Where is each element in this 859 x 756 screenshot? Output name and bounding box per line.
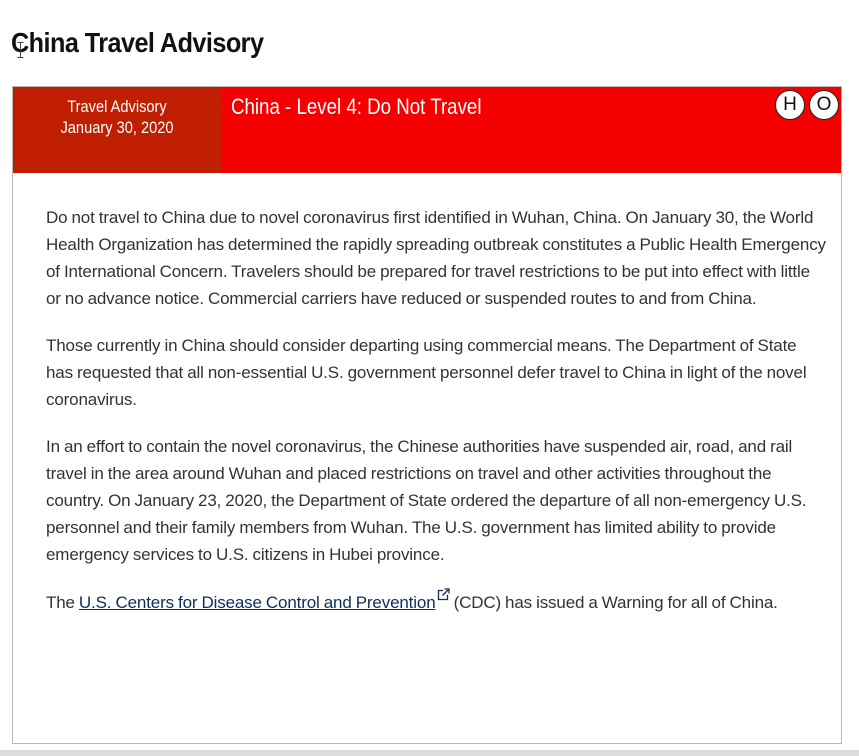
cdc-link[interactable]: U.S. Centers for Disease Control and Prevention <box>78 593 436 612</box>
horizontal-scrollbar[interactable] <box>0 750 859 756</box>
advisory-paragraph-2: Those currently in China should consider departing using commercial means. The Department of State has requested that all non-essential U.S. government personnel defer travel to China in light of the novel coronavirus. <box>46 336 807 409</box>
advisory-paragraph-cdc <box>46 588 826 616</box>
advisory-level-title: China - Level 4: Do Not Travel <box>231 94 482 119</box>
cdc-prefix: The <box>46 593 79 612</box>
advisory-header <box>13 87 841 173</box>
external-link-icon <box>437 588 450 601</box>
advisory-date-panel <box>13 87 221 173</box>
advisory-paragraph-1: Do not travel to China due to novel coronavirus first identified in Wuhan, China. On January 30, the World Health Organization has determined the rapidly spreading outbreak constitutes a Public Health Emergency of International Concern. Travelers should be prepared for travel restrictions to be put into effect with little or no advance notice. Commercial carriers have reduced or suspended routes to and from China. <box>46 208 826 308</box>
cdc-suffix: (CDC) has issued a Warning for all of China. <box>449 593 778 612</box>
advisory-date: January 30, 2020 <box>60 118 174 137</box>
text-cursor-icon <box>17 42 24 58</box>
advisory-date-label: Travel Advisory <box>67 97 167 116</box>
advisory-paragraph-3: In an effort to contain the novel coronavirus, the Chinese authorities have suspended air, road, and rail travel in the area around Wuhan and placed restrictions on travel and other activities throughout the country. On January 23, 2020, the Department of State ordered the departure of all non-emergency U.S. personnel and their family members from Wuhan. The U.S. government has limited ability to provide emergency services to U.S. citizens in Hubei province. <box>46 437 807 564</box>
health-risk-icon[interactable]: H <box>775 90 805 120</box>
other-risk-icon[interactable]: O <box>809 90 839 120</box>
risk-indicator-icons <box>775 90 839 120</box>
advisory-box <box>12 86 842 744</box>
page-title: China Travel Advisory <box>11 27 264 58</box>
advisory-body <box>46 204 826 636</box>
